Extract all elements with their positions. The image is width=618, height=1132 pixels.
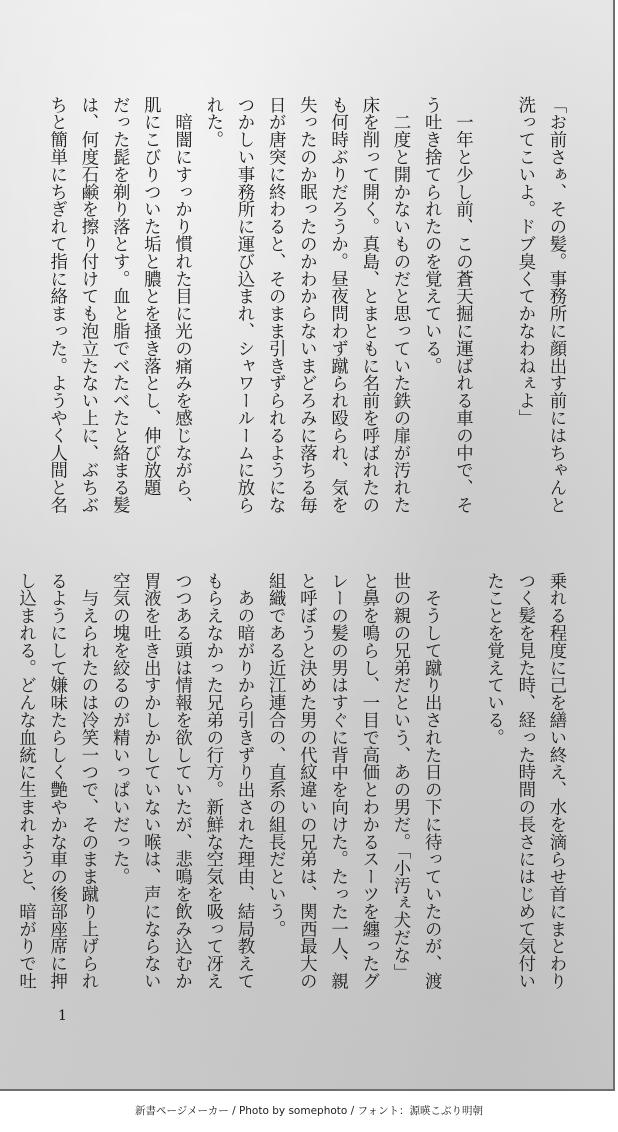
text-line: は、何度石鹸を擦り付けても泡立たない上に、ぶちぶ [77, 96, 98, 514]
text-line: う吐き捨てられたのを覚えている。 [421, 96, 442, 375]
text-line: 組織である近江連合の、直系の組長だという。 [265, 572, 286, 938]
text-block-upper [41, 96, 571, 536]
text-line: と鼻を鳴らし、一目で高価とわかるスーツを纏ったグ [358, 572, 379, 990]
text-line [477, 96, 508, 536]
text-line: つつある頭は情報を欲していたが、悲鳴を飲み込むか [171, 572, 192, 990]
text-line: 「お前さぁ、その髪。事務所に顔出す前にはちゃんと [546, 96, 566, 514]
text-line: 失ったのか眠ったのかわからないまどろみに落ちる毎 [296, 96, 317, 514]
text-line: 胃液を吐き出すかしかしていない喉は、声にならない [140, 572, 161, 990]
text-line: れた。 [202, 96, 223, 149]
text-line: も何時ぶりだろうか。昼夜問わず蹴られ殴られ、気を [327, 96, 348, 514]
text-line: つかしい事務所に運び込まれ、シャワールームに放ら [233, 96, 254, 514]
text-line: 乗れる程度に己を繕い終え、水を滴らせ首にまとわり [546, 572, 566, 990]
text-line: 暗闇にすっかり慣れた目に光の痛みを感じながら、 [171, 96, 192, 514]
page-number: 1 [58, 1008, 67, 1024]
text-line: 与えられたのは冷笑一つで、そのまま蹴り上げられ [77, 572, 98, 990]
text-line: たことを覚えている。 [483, 572, 504, 746]
text-line: るようにして嫌味たらしく艶やかな車の後部座席に押 [46, 572, 67, 990]
text-line: 床を削って開く。真島、とまともに名前を呼ばれたの [358, 96, 379, 514]
text-line: 一年と少し前、この蒼天掘に運ばれる車の中で、そ [452, 96, 473, 514]
text-line: と呼ぼうと決めた男の代紋違いの兄弟は、関西最大の [296, 572, 317, 990]
text-line: あの暗がりから引きずり出された理由、結局教えて [233, 572, 254, 990]
text-line: だった髭を剃り落とす。血と脂でべたべたと絡まる髪 [109, 96, 130, 514]
text-line: ちと簡単にちぎれて指に絡まった。ようやく人間と名 [46, 96, 67, 514]
text-line: 世の親の兄弟だという、あの男だ。「小汚ぇ犬だな」 [389, 572, 410, 981]
text-line: 空気の塊を絞るのが精いっぱいだった。 [109, 572, 130, 886]
text-line [446, 572, 477, 1012]
text-line: つく髪を見た時、経った時間の長さにはじめて気付い [514, 572, 535, 990]
text-line: もらえなかった兄弟の行方。新鮮な空気を吸って冴え [202, 572, 223, 990]
text-block-lower [9, 572, 571, 1012]
text-line: し込まれる。どんな血統に生まれようと、暗がりで吐 [15, 572, 36, 990]
text-line: レーの髪の男はすぐに背中を向けた。たった一人、親 [327, 572, 348, 990]
text-line: 日が唐突に終わると、そのまま引きずられるようにな [265, 96, 286, 514]
footer-credit: 新書ページメーカー / Photo by somephoto / フォント：源暎こぶり明朝 [134, 1105, 484, 1117]
text-line: そうして蹴り出された日の下に待っていたのが、渡 [421, 572, 442, 990]
text-line: 二度と開かないものだと思っていた鉄の扉が汚れた [389, 96, 410, 514]
text-line: 肌にこびりついた垢と膿とを掻き落とし、伸び放題 [140, 96, 161, 497]
text-line: 洗ってこいよ。ドブ臭くてかなわねぇよ」 [514, 96, 535, 427]
